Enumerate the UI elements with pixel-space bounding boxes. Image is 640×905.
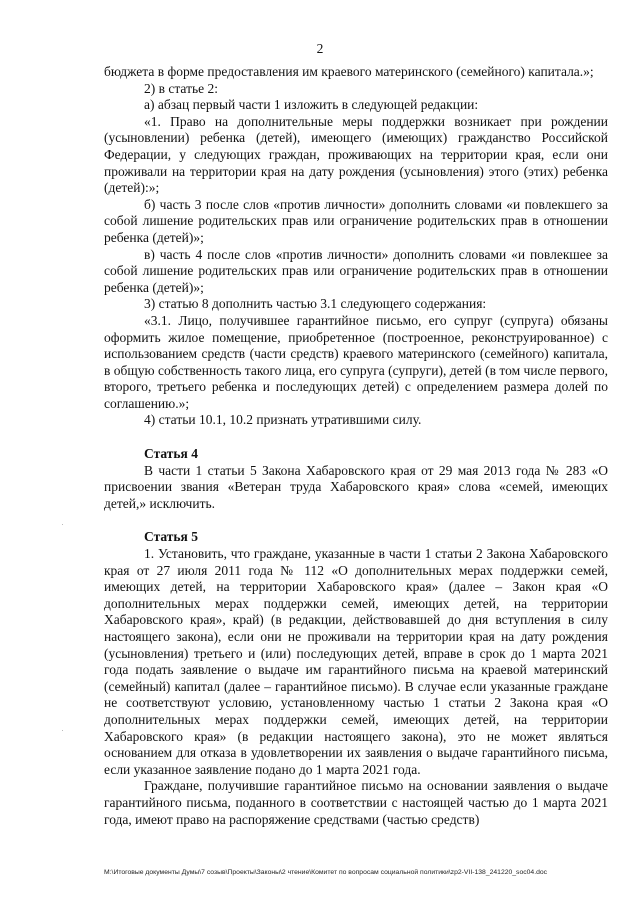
spacer <box>104 512 608 529</box>
article-4-text: В части 1 статьи 5 Закона Хабаровского края от 29 мая 2013 года № 283 «О присвоении звания «Ветеран труда Хабаровского края» слова «семей, имеющих детей,» исключить. <box>104 462 608 511</box>
article-5-paragraph: Граждане, получившие гарантийное письмо на основании заявления о выдаче гарантийного письма, поданного в соответствии с настоящей частью до 1 марта 2021 года, имеют право на распоряжение средствами (частью средств) <box>104 778 608 827</box>
spacer <box>104 429 608 446</box>
article-5-paragraph: 1. Установить, что граждане, указанные в части 1 статьи 2 Закона Хабаровского края от 27 июля 2011 года № 112 «О дополнительных мерах поддержки семей, имеющих детей, на территории Хабаровского края» (далее – Закон края «О дополнительных мерах поддержки семей, имеющих детей, на территории Хабаровского края», край) (в редакции, действовавшей до дня вступления в силу настоящего закона), если они не проживали на территории края на дату рождения (усыновления) третьего и (или) последующих детей, вправе в срок до 1 марта 2021 года подать заявление о выдаче им гарантийного письма на краевой материнский (семейный) капитал (далее – гарантийное письмо). В случае если указанные граждане не соответствуют условию, установленному частью 1 статьи 2 Закона края «О дополнительных мерах поддержки семей, имеющих детей, на территории Хабаровского края» (в редакции настоящего закона), это не может являться основанием для отказа в удовлетворении их заявления о выдаче гарантийного письма, если указанное заявление подано до 1 марта 2021 года. <box>104 546 608 777</box>
document-body <box>104 64 608 828</box>
paragraph: 4) статьи 10.1, 10.2 признать утратившими силу. <box>144 412 422 428</box>
paragraph: в) часть 4 после слов «против личности» дополнить словами «и повлекшее за собой лишение родительских прав или ограничение родительских прав в отношении ребенка (детей)»; <box>104 246 608 295</box>
scan-mark <box>62 524 63 525</box>
scan-mark <box>62 730 63 731</box>
paragraph: б) часть 3 после слов «против личности» дополнить словами «и повлекшего за собой лишение родительских прав или ограничение родительских прав в отношении ребенка (детей)»; <box>104 196 608 245</box>
file-path-footer: M:\Итоговые документы Думы\7 созыв\Проекты\Законы\2 чтение\Комитет по вопросам социальной политики\zp2-VII-138_241220_soc04.doc <box>104 869 548 876</box>
page-number: 2 <box>316 41 324 56</box>
paragraph: «1. Право на дополнительные меры поддержки возникает при рождении (усыновлении) ребенка (детей), имеющего (имеющих) гражданство Российской Федерации, у следующих граждан, проживающих на территории края, если они проживали на территории края на дату рождения (усыновления) этого (этих) ребенка (детей):»; <box>104 113 608 196</box>
paragraph: бюджета в форме предоставления им краевого материнского (семейного) капитала.»; <box>104 64 594 79</box>
article-5-heading: Статья 5 <box>144 529 198 545</box>
article-4-heading: Статья 4 <box>144 446 198 462</box>
paragraph: 2) в статье 2: <box>144 80 218 96</box>
paragraph: «3.1. Лицо, получившее гарантийное письмо, его супруг (супруга) обязаны оформить жилое помещение, приобретенное (построенное, реконструированное) с использованием средств (части средств) краевого материнского (семейного) капитала, в общую собственность такого лица, его супруга (супруги), детей (в том числе первого, второго, третьего ребенка и последующих детей) с определением размера долей по соглашению.»; <box>104 312 608 411</box>
paragraph: а) абзац первый части 1 изложить в следующей редакции: <box>144 97 479 113</box>
paragraph: 3) статью 8 дополнить частью 3.1 следующего содержания: <box>144 296 487 312</box>
